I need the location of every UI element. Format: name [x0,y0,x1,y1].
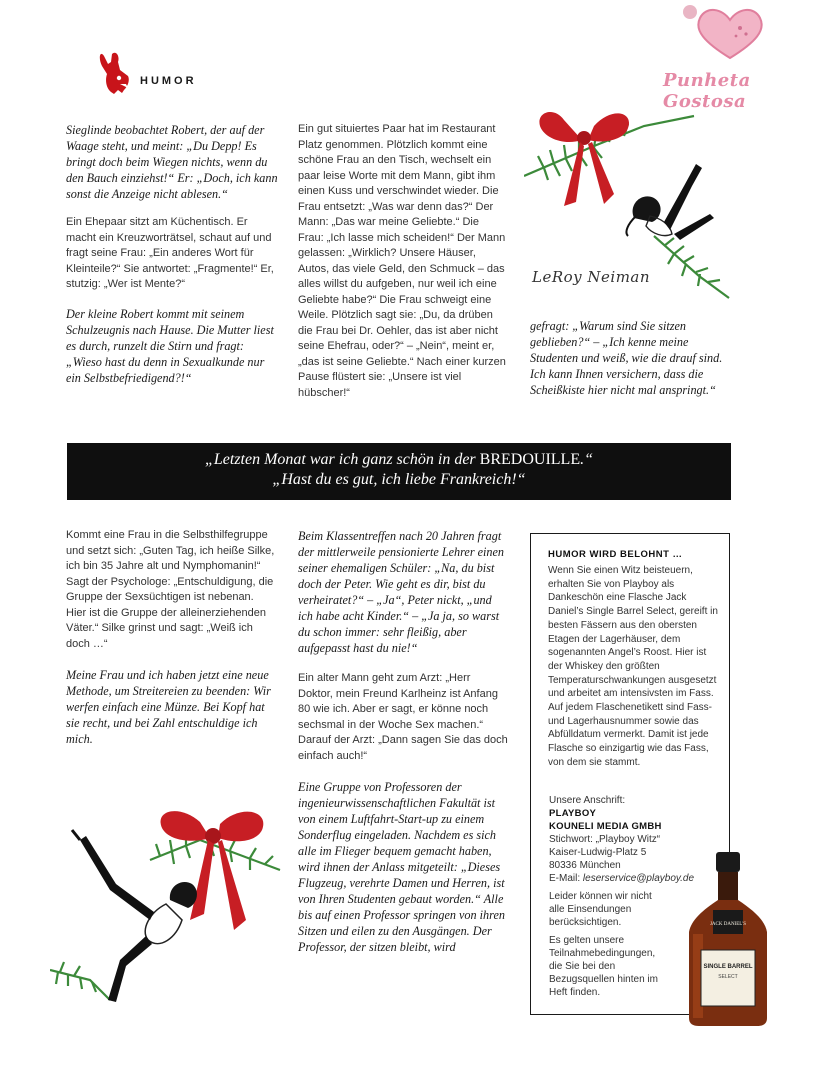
joke-kreuzwortraetsel: Ein Ehepaar sitzt am Küchentisch. Er macht ein Kreuzworträtsel, schaut auf und fragt seine Frau: „Ein anderes Wort für Kleinteile?“ Sie antwortet: „Fragmente!“ Er, stutzig: „Wer ist Mente?“ [66,216,274,290]
quote-banner [67,443,731,500]
joke-waage: Sieglinde beobachtet Robert, der auf der Waage steht, und meint: „Du Depp! Es bringt doch beim Wiegen nichts, wenn du den Bauch einziehst!“ Er: „Doch, ich kann sonst die Anzeige nicht ablesen.“ [66,123,278,201]
city: 80336 München [549,860,621,871]
column-1-bottom [66,528,276,747]
svg-text:JACK DANIEL'S: JACK DANIEL'S [709,922,747,927]
column-2-top [298,122,506,401]
artist-signature: LeRoy Neiman [532,268,651,286]
joke-selbsthilfegruppe: Kommt eine Frau in die Selbsthilfegruppe und setzt sich: „Guten Tag, ich heiße Silke, ich bin 35 Jahre alt und Nymphomanin!“ Sagt der Psychologe: „Entschuldigung, die Gruppe der Sexsüchtigen ist nebenan. Hier ist die Gruppe der alleinerziehenden Väter.“ Silke grinst und sagt: „Weiß ich doch …“ [66,529,275,650]
joke-continuation-professor: gefragt: „Warum sind Sie sitzen geblieben?“ – „Ich kenne meine Studenten und weiß, wie die drauf sind. Ich kann Ihnen versichern, dass die Scheißkiste hier nicht mal anspringt.“ [530,319,723,397]
svg-text:SINGLE BARREL: SINGLE BARREL [703,964,753,970]
reward-box-text: Wenn Sie einen Witz beisteuern, erhalten Sie von Playboy als Dankeschön eine Flasche Jack Daniel’s Single Barrel Select, gereift in besten Fässern aus den obersten Etagen der Lagerhäuser, dem sogenannten Angel’s Roost. Hier ist der Whiskey den größten Temperaturschwankungen ausgesetzt und arbeitet am intensivsten im Fass. Auf jedem Flaschenetikett sind Fass- und Lagerhausnummer sowie das Abfülldatum vermerkt. Damit ist jede Flasche so einzigartig wie das Fass, von dem sie stammt. [548,565,718,768]
watermark-text: Punheta Gostosa [663,70,751,112]
stichwort: Stichwort: „Playboy Witz“ [549,834,661,845]
figure-sketch-icon [626,164,714,240]
joke-professoren: Eine Gruppe von Professoren der ingenieurwissenschaftlichen Fakultät ist von einem Luftfahrt-Start-up zu einem Sonderflug eingeladen. Nachdem es sich alle im Flieger bequem gemacht haben, wird ihnen der Anlass mitgeteilt: „Dieses Flugzeug, verehrte Damen und Herren, ist von Ihren Studenten gebaut worden.“ Alle bis auf einen Professor springen von ihren Sitzen und eilen zu den Ausgängen. Der Professor, der sitzen bleibt, wird [298,780,505,954]
joke-klassentreffen: Beim Klassentreffen nach 20 Jahren fragt der mittlerweile pensionierte Lehrer einen seiner ehemaligen Schüler: „Na, du bist doch der Peter. Wie geht es dir, bist du verheiratet?“ – „Ja“, Peter nickt, „und ich habe acht Kinder.“ – „Ja ja, so warst du schon immer: sehr fleißig, aber aufgepasst hast du nie!“ [298,529,505,655]
joke-arzt: Ein alter Mann geht zum Arzt: „Herr Doktor, mein Freund Karlheinz ist Anfang 80 wie ich. Aber er sagt, er könne noch sechsmal in der Woche Sex machen.“ Darauf der Arzt: „Dann sagen Sie das doch einfach auch!“ [298,672,508,762]
company-name-2: KOUNELI MEDIA GMBH [549,821,662,832]
bottle-icon [683,850,773,1028]
banner-line-2: „Hast du es gut, ich liebe Frankreich!“ [272,471,526,488]
watermark-heart [680,2,780,62]
bunny-logo-icon [98,50,132,96]
column-1-top [66,122,280,386]
banner-line-1: „Letzten Monat war ich ganz schön in der BREDOUILLE.“ [204,451,593,468]
note-teilnahme: Es gelten unsere Teilnahmebedingungen, die Sie bei den Bezugsquellen hinten im Heft finden. [549,935,658,998]
section-title: HUMOR [140,75,197,87]
heart-icon [680,2,780,62]
pine-branch-icon [50,832,280,1000]
note-einsendungen: Leider können wir nicht alle Einsendungen berücksichtigen. [549,891,652,928]
joke-muenze: Meine Frau und ich haben jetzt eine neue Methode, um Streitereien zu beenden: Wir werfen einfach eine Münze. Bei Kopf hat sie recht, und bei Zahl entschuldige ich mich. [66,668,271,746]
address-block [549,794,694,999]
whiskey-bottle-image [683,850,773,1028]
column-2-bottom [298,528,508,955]
address-label: Unsere Anschrift: [549,795,626,806]
reward-box-title: HUMOR WIRD BELOHNT … [548,549,683,560]
joke-restaurant: Ein gut situiertes Paar hat im Restaurant Platz genommen. Plötzlich kommt eine schöne Frau an den Tisch, wechselt ein paar leise Worte mit dem Mann, gibt ihm einen Kuss und verschwindet wieder. Die Frau entsetzt: „Was war denn das?“ Der Mann: „Das war meine Geliebte.“ Die Frau: „Ich lasse mich scheiden!“ Der Mann gelassen: „Wirklich? Unsere Häuser, Autos, das viele Geld, den Schmuck – das alles willst du aufgeben, nur weil ich eine Geliebte habe?“ Die Frau schweigt eine Weile. Plötzlich sagt sie: „Du, da drüben die Frau bei Dr. Oehler, das ist aber nicht seine Ehefrau, oder?“ – „Nein“, meint er, „das ist seine Geliebte.“ Nach einer kurzen Pause flüstert sie: „Unsere ist viel hübscher!“ [298,123,506,399]
company-name-1: PLAYBOY [549,808,597,819]
street: Kaiser-Ludwig-Platz 5 [549,847,647,858]
column-3-top [530,318,730,398]
red-bow-icon [161,811,264,930]
playboy-bunny-logo [98,50,132,96]
email-link[interactable]: leserservice@playboy.de [582,873,695,884]
svg-text:SELECT: SELECT [718,974,738,980]
illustration-ribbon-bottom [50,800,285,1035]
email-line: E-Mail: leserservice@playboy.de [549,873,695,884]
reward-box-content [548,549,718,770]
joke-schulzeugnis: Der kleine Robert kommt mit seinem Schulzeugnis nach Hause. Die Mutter liest es durch, runzelt die Stirn und fragt: „Wieso hast du denn in Sexualkunde nur ein Selbstbefriedigend?!“ [66,306,274,385]
figure-sketch-icon [72,830,197,1002]
